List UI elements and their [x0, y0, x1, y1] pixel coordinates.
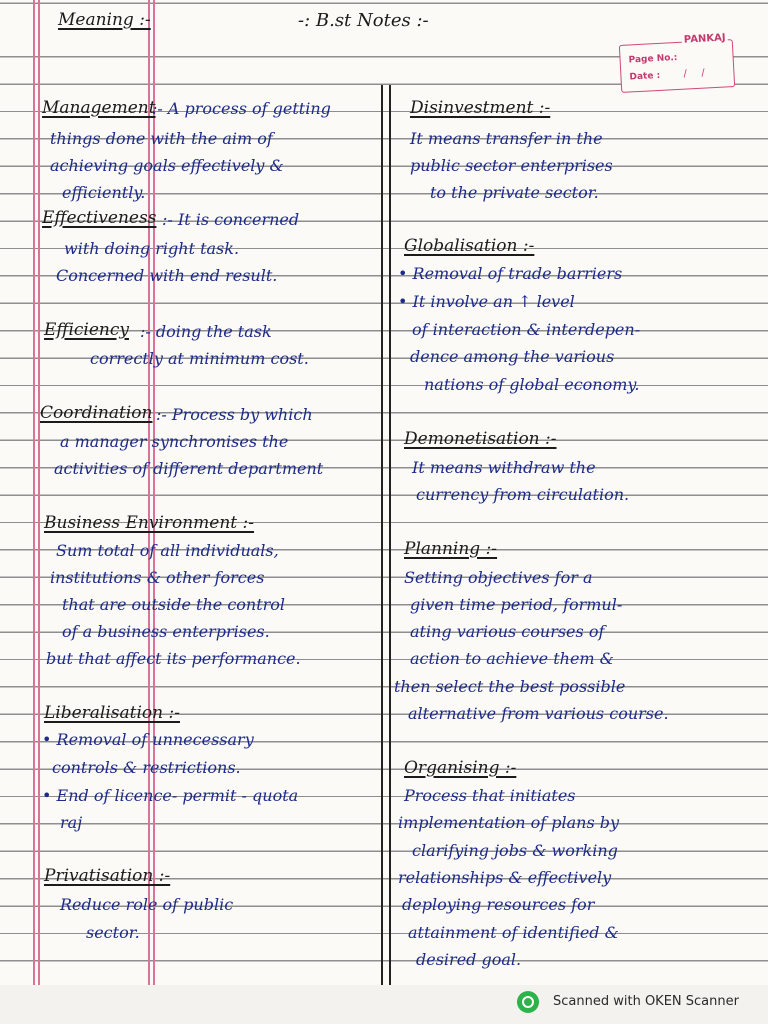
meaning-label: Meaning :- — [58, 10, 151, 30]
globalisation-heading: Globalisation :- — [404, 236, 535, 256]
privatisation-line-2: sector. — [86, 923, 140, 942]
liberalisation-line-1: • Removal of unnecessary — [42, 730, 254, 749]
liberalisation-heading: Liberalisation :- — [44, 703, 180, 723]
management-line-3: achieving goals effectively & — [50, 156, 284, 175]
business-environment-line-2: institutions & other forces — [50, 568, 265, 587]
stamp-date-slash-1: / — [683, 68, 688, 80]
planning-line-2: given time period, formul- — [410, 595, 623, 614]
organising-heading: Organising :- — [404, 758, 517, 778]
globalisation-line-5: nations of global economy. — [424, 375, 640, 394]
management-line-1: :- A process of getting — [152, 99, 331, 118]
organising-line-5: deploying resources for — [402, 895, 595, 914]
disinvestment-line-3: to the private sector. — [430, 183, 599, 202]
margin-line-left-1 — [33, 0, 35, 985]
globalisation-line-4: dence among the various — [410, 347, 615, 366]
organising-line-2: implementation of plans by — [398, 813, 620, 832]
management-line-2: things done with the aim of — [50, 129, 273, 148]
efficiency-heading: Efficiency — [44, 320, 129, 340]
stamp-date-slash-2: / — [701, 67, 706, 79]
business-environment-line-3: that are outside the control — [62, 595, 286, 614]
disinvestment-line-1: It means transfer in the — [410, 129, 603, 148]
organising-line-7: desired goal. — [416, 950, 522, 969]
business-environment-line-1: Sum total of all individuals, — [56, 541, 279, 560]
efficiency-line-1: :- doing the task — [140, 322, 272, 341]
stamp-date: Date : — [629, 70, 661, 83]
globalisation-line-3: of interaction & interdepen- — [412, 320, 641, 339]
scanner-logo-icon — [517, 991, 539, 1013]
stamp-brand: PANKAJ — [683, 32, 726, 46]
planning-line-3: ating various courses of — [410, 622, 605, 641]
planning-line-5: then select the best possible — [394, 677, 626, 696]
effectiveness-line-3: Concerned with end result. — [56, 266, 278, 285]
business-environment-line-4: of a business enterprises. — [62, 622, 270, 641]
demonetisation-line-2: currency from circulation. — [416, 485, 630, 504]
business-environment-heading: Business Environment :- — [44, 513, 255, 533]
organising-line-4: relationships & effectively — [398, 868, 612, 887]
effectiveness-heading: Effectiveness — [42, 208, 157, 228]
planning-line-1: Setting objectives for a — [404, 568, 593, 587]
column-divider-1 — [381, 85, 383, 985]
scanner-watermark — [0, 985, 768, 1024]
effectiveness-line-1: :- It is concerned — [162, 210, 300, 229]
coordination-line-2: a manager synchronises the — [60, 432, 289, 451]
margin-line-left-2 — [38, 0, 40, 985]
demonetisation-heading: Demonetisation :- — [404, 429, 557, 449]
management-line-4: efficiently. — [62, 183, 146, 202]
stamp-page-no: Page No.: — [628, 52, 678, 66]
business-environment-line-5: but that affect its performance. — [46, 649, 301, 668]
privatisation-line-1: Reduce role of public — [60, 895, 234, 914]
disinvestment-line-2: public sector enterprises — [410, 156, 613, 175]
globalisation-line-2: • It involve an ↑ level — [398, 292, 575, 311]
liberalisation-line-3: • End of licence- permit - quota — [42, 786, 299, 805]
efficiency-line-2: correctly at minimum cost. — [90, 349, 309, 368]
scanner-text: Scanned with OKEN Scanner — [553, 994, 739, 1009]
organising-line-3: clarifying jobs & working — [412, 841, 618, 860]
coordination-heading: Coordination — [40, 403, 153, 423]
privatisation-heading: Privatisation :- — [44, 866, 171, 886]
planning-line-4: action to achieve them & — [410, 649, 614, 668]
demonetisation-line-1: It means withdraw the — [412, 458, 596, 477]
page-stamp — [619, 32, 735, 93]
globalisation-line-1: • Removal of trade barriers — [398, 264, 623, 283]
organising-line-1: Process that initiates — [404, 786, 576, 805]
coordination-line-3: activities of different department — [54, 459, 324, 478]
effectiveness-line-2: with doing right task. — [64, 239, 240, 258]
coordination-line-1: :- Process by which — [156, 405, 313, 424]
disinvestment-heading: Disinvestment :- — [410, 98, 551, 118]
column-divider-2 — [389, 85, 391, 985]
organising-line-6: attainment of identified & — [408, 923, 619, 942]
liberalisation-line-4: raj — [60, 813, 83, 832]
planning-line-6: alternative from various course. — [408, 704, 669, 723]
planning-heading: Planning :- — [404, 539, 498, 559]
page-title: -: B.st Notes :- — [298, 10, 429, 31]
liberalisation-line-2: controls & restrictions. — [52, 758, 241, 777]
management-heading: Management — [42, 98, 156, 118]
